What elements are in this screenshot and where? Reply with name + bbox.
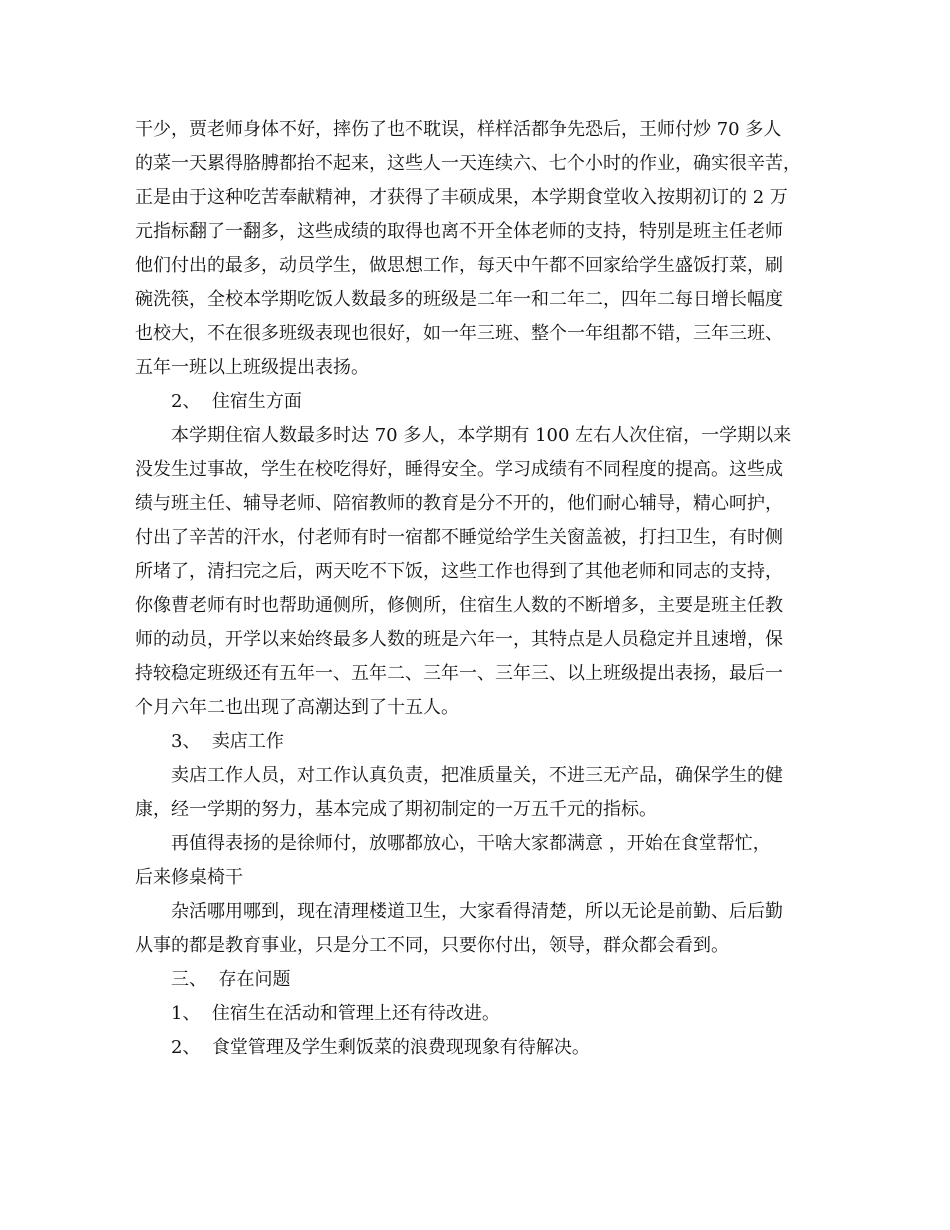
- section-heading: 3、 卖店工作: [171, 731, 284, 752]
- text-line: 个月六年二也出现了高潮达到了十五人。: [135, 697, 459, 718]
- text-line: 也校大，不在很多班级表现也很好，如一年三班、整个一年组都不错，三年三班、: [135, 323, 783, 344]
- text-line: 元指标翻了一翻多，这些成绩的取得也离不开全体老师的支持，特别是班主任老师: [135, 221, 783, 242]
- text-line: 持较稳定班级还有五年一、五年二、三年一、三年三、以上班级提出表扬，最后一: [135, 663, 783, 684]
- section-heading: 三、 存在问题: [171, 969, 291, 990]
- text-line: 师的动员，开学以来始终最多人数的班是六年一，其特点是人员稳定并且速增，保: [135, 629, 783, 650]
- text-line: 没发生过事故，学生在校吃得好，睡得安全。学习成绩有不同程度的提高。这些成: [135, 459, 783, 480]
- text-line: 碗洗筷，全校本学期吃饭人数最多的班级是二年一和二年二，四年二每日增长幅度: [135, 289, 783, 310]
- list-item: 1、 住宿生在活动和管理上还有待改进。: [171, 1003, 500, 1024]
- text-line: 杂活哪用哪到，现在清理楼道卫生，大家看得清楚，所以无论是前勤、后后勤: [171, 901, 783, 922]
- text-line: 付出了辛苦的汗水，付老师有时一宿都不睡觉给学生关窗盖被，打扫卫生，有时侧: [135, 527, 783, 548]
- text-line: 本学期住宿人数最多时达 70 多人，本学期有 100 左右人次住宿，一学期以来: [171, 425, 792, 446]
- text-line: 从事的都是教育事业，只是分工不同，只要你付出，领导，群众都会看到。: [135, 935, 729, 956]
- text-line: 的菜一天累得胳膊都抬不起来，这些人一天连续六、七个小时的作业，确实很辛苦，: [135, 153, 801, 174]
- text-line: 康，经一学期的努力，基本完成了期初制定的一万五千元的指标。: [135, 799, 657, 820]
- list-item: 2、 食堂管理及学生剩饭菜的浪费现现象有待解决。: [171, 1037, 590, 1058]
- text-line: 绩与班主任、辅导老师、陪宿教师的教育是分不开的，他们耐心辅导，精心呵护，: [135, 493, 783, 514]
- text-line: 后来修桌椅干: [135, 867, 243, 888]
- text-line: 五年一班以上班级提出表扬。: [135, 357, 369, 378]
- text-line: 所堵了，清扫完之后，两天吃不下饭，这些工作也得到了其他老师和同志的支持，: [135, 561, 783, 582]
- text-line: 你像曹老师有时也帮助通侧所，修侧所，住宿生人数的不断增多，主要是班主任教: [135, 595, 783, 616]
- section-heading: 2、 住宿生方面: [171, 391, 302, 412]
- text-line: 正是由于这种吃苦奉献精神，才获得了丰硕成果，本学期食堂收入按期初订的 2 万: [135, 187, 788, 208]
- text-line: 他们付出的最多，动员学生，做思想工作，每天中午都不回家给学生盛饭打菜，刷: [135, 255, 783, 276]
- text-line: 干少，贾老师身体不好，摔伤了也不耽误，样样活都争先恐后，王师付炒 70 多人: [135, 119, 782, 140]
- text-line: 卖店工作人员，对工作认真负责，把准质量关，不进三无产品，确保学生的健: [171, 765, 783, 786]
- text-line: 再值得表扬的是徐师付，放哪都放心，干啥大家都满意 ，开始在食堂帮忙，: [171, 833, 771, 854]
